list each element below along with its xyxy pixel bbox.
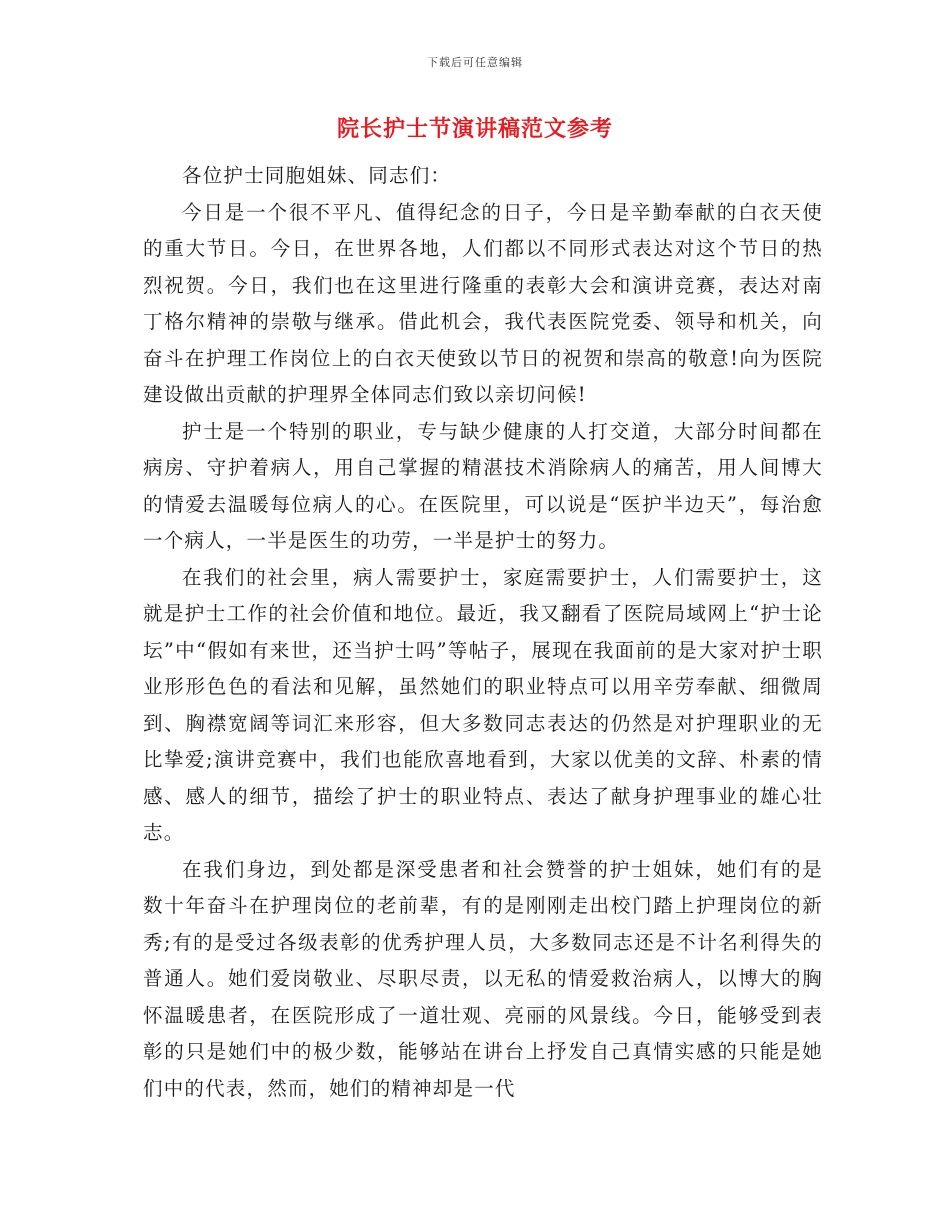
salutation-paragraph: 各位护士同胞姐妹、同志们： (182, 164, 452, 187)
body-paragraph: 在我们的社会里，病人需要护士，家庭需要护士，人们需要护士，这就是护士工作的社会价值和地位。最近，我又翻看了医院局域网上“护士论坛”中“假如有来世，还当护士吗”等帖子，展现在我面前的是大家对护士职业形形色色的看法和见解，虽然她们的职业特点可以用辛劳奉献、细微周到、胸襟宽阔等词汇来形容，但大多数同志表达的仍然是对护理职业的无比挚爱;演讲竞赛中，我们也能欣喜地看到，大家以优美的文辞、朴素的情感、感人的细节，描绘了护士的职业特点、表达了献身护理事业的雄心壮志。 (143, 565, 823, 844)
document-title: 院长护士节演讲稿范文参考 (336, 116, 613, 142)
document-body (143, 158, 823, 1107)
body-paragraph: 在我们身边，到处都是深受患者和社会赞誉的护士姐妹，她们有的是数十年奋斗在护理岗位的老前辈，有的是刚刚走出校门踏上护理岗位的新秀;有的是受过各级表彰的优秀护理人员，大多数同志还是不计名利得失的普通人。她们爱岗敬业、尽职尽责，以无私的情爱救治病人，以博大的胸怀温暖患者，在医院形成了一道壮观、亮丽的风景线。今日，能够受到表彰的只是她们中的极少数，能够站在讲台上抒发自己真情实感的只能是她们中的代表，然而，她们的精神却是一代 (143, 857, 823, 1100)
page-header: 下载后可任意编辑 (427, 56, 523, 69)
body-paragraph: 今日是一个很不平凡、值得纪念的日子，今日是辛勤奉献的白衣天使的重大节日。今日，在世界各地，人们都以不同形式表达对这个节日的热烈祝贺。今日，我们也在这里进行隆重的表彰大会和演讲竞赛，表达对南丁格尔精神的崇敬与继承。借此机会，我代表医院党委、领导和机关，向奋斗在护理工作岗位上的白衣天使致以节日的祝贺和崇高的敬意!向为医院建设做出贡献的护理界全体同志们致以亲切问候! (143, 200, 823, 406)
body-paragraph: 护士是一个特别的职业，专与缺少健康的人打交道，大部分时间都在病房、守护着病人，用自己掌握的精湛技术消除病人的痛苦，用人间博大的情爱去温暖每位病人的心。在医院里，可以说是“医护半边天”，每治愈一个病人，一半是医生的功劳，一半是护士的努力。 (143, 419, 823, 552)
